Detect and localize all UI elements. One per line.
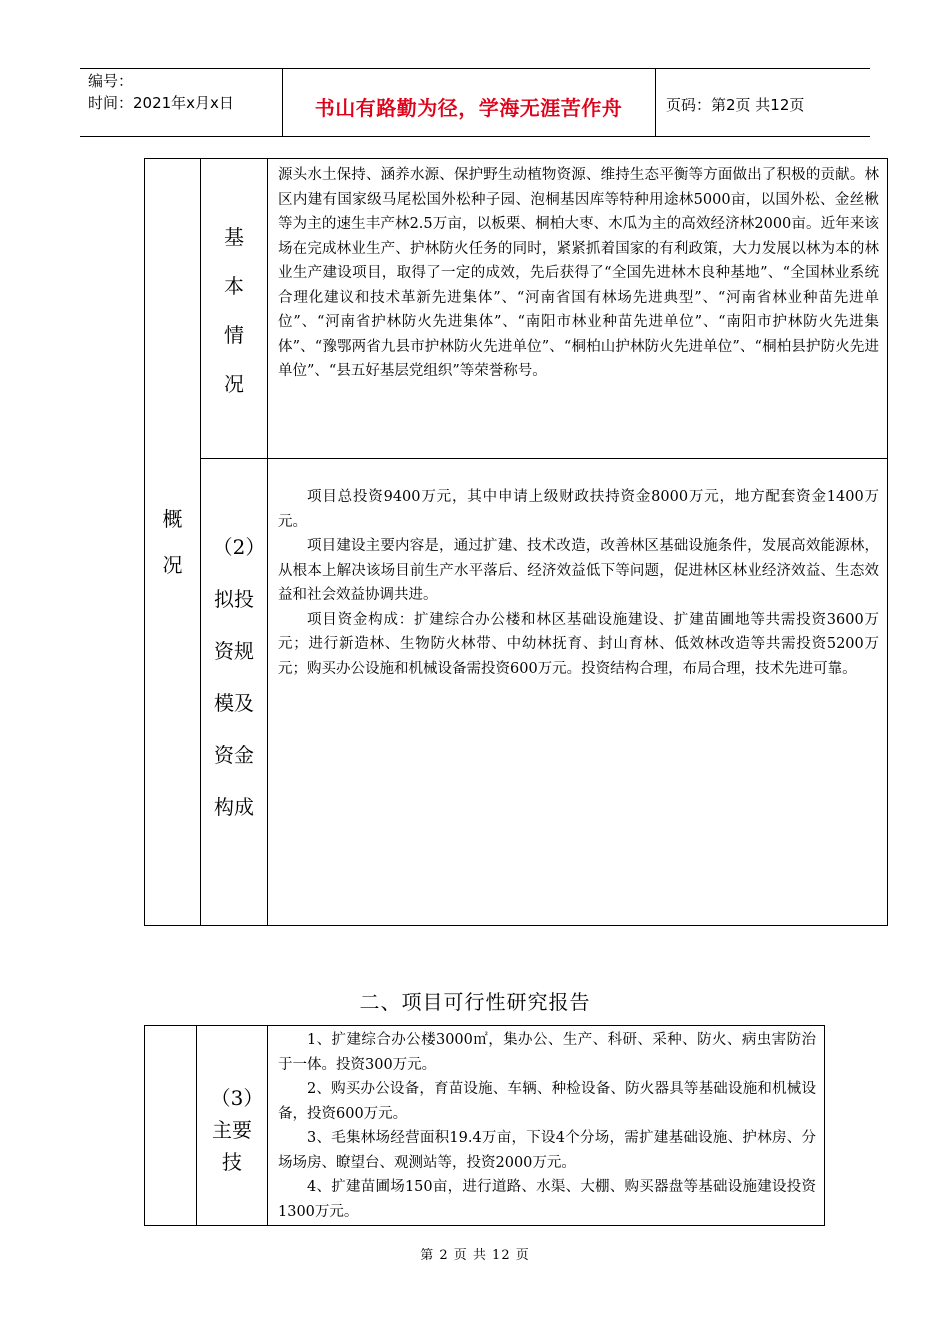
tech-item-3: 3、毛集林场经营面积19.4万亩，下设4个分场，需扩建基础设施、护林房、分场场房、瞭望台、观测站等，投资2000万元。 <box>278 1130 816 1171</box>
tech-item-1: 1、扩建综合办公楼3000㎡，集办公、生产、科研、采种、防火、病虫害防治于一体。投资300万元。 <box>278 1032 816 1073</box>
tech-table <box>144 1025 825 1226</box>
invest-label-cell <box>201 459 268 926</box>
invest-text <box>268 459 887 681</box>
invest-paragraph-3: 项目资金构成：扩建综合办公楼和林区基础设施建设、扩建苗圃地等共需投资3600万元；进行新造林、生物防火林带、中幼林抚育、封山育林、低效林改造等共需投资5200万元；购买办公设施和机械设备需投资600万元。投资结构合理，布局合理，技术先进可靠。 <box>278 611 879 677</box>
invest-paragraph-2: 项目建设主要内容是，通过扩建、技术改造，改善林区基础设施条件，发展高效能源林，从根本上解决该场目前生产水平落后、经济效益低下等问题，促进林区林业经济效益、生态效益和社会效益协调共进。 <box>278 538 879 603</box>
invest-paragraph-1: 项目总投资9400万元，其中申请上级财政扶持资金8000万元，地方配套资金1400万元。 <box>278 489 879 530</box>
tech-text <box>268 1026 824 1224</box>
tech-item-4: 4、扩建苗圃场150亩，进行道路、水渠、大棚、购买器盘等基础设施建设投资1300万元。 <box>278 1179 816 1220</box>
page-info: 页码：第2页 共12页 <box>666 96 805 114</box>
date-label: 时间：2021年x月x日 <box>88 94 234 112</box>
doc-number-label: 编号： <box>88 72 134 90</box>
tech-text-cell <box>268 1026 825 1226</box>
invest-label: （2）拟投资规模及资金构成 <box>212 535 256 819</box>
header-bottom-rule <box>80 136 870 137</box>
tech-group-cell <box>145 1026 197 1226</box>
overview-table <box>144 158 888 926</box>
page-footer: 第 2 页 共 12 页 <box>420 1248 530 1263</box>
basic-label: 基本情况 <box>224 225 244 396</box>
basic-paragraph: 源头水土保持、涵养水源、保护野生动植物资源、维持生态平衡等方面做出了积极的贡献。林区内建有国家级马尾松国外松种子园、泡桐基因库等特种用途林5000亩，以国外松、金丝楸等为主的速生丰产林2.5万亩，以板栗、桐柏大枣、木瓜为主的高效经济林2000亩。近年来该场在完成林业生产、护林防火任务的同时，紧紧抓着国家的有利政策，大力发展以林为本的林业生产建设项目，取得了一定的成效，先后获得了“全国先进林木良种基地”、“全国林业系统合理化建议和技术革新先进集体”、“河南省国有林场先进典型”、“河南省林业种苗先进单位”、“河南省护林防火先进集体”、“南阳市林业种苗先进单位”、“南阳市护林防火先进集体”、“豫鄂两省九县市护林防火先进单位”、“桐柏山护林防火先进单位”、“桐柏县护防火先进单位”、“县五好基层党组织”等荣誉称号。 <box>278 167 879 379</box>
tech-label: （3）主要技 <box>210 1086 254 1174</box>
tech-item-2: 2、购买办公设备，育苗设施、车辆、种检设备、防火器具等基础设施和机械设备，投资600万元。 <box>278 1081 816 1122</box>
overview-group-cell <box>145 159 201 926</box>
header-top-rule <box>80 68 870 69</box>
invest-text-cell <box>268 459 888 926</box>
overview-group-label: 概况 <box>162 507 183 577</box>
section-title: 二、项目可行性研究报告 <box>359 990 591 1014</box>
header-divider-right <box>655 68 656 136</box>
basic-text <box>268 159 887 384</box>
basic-text-cell <box>268 159 888 459</box>
motto: 书山有路勤为径，学海无涯苦作舟 <box>314 96 623 120</box>
basic-label-cell <box>201 159 268 459</box>
tech-label-cell <box>197 1026 268 1226</box>
